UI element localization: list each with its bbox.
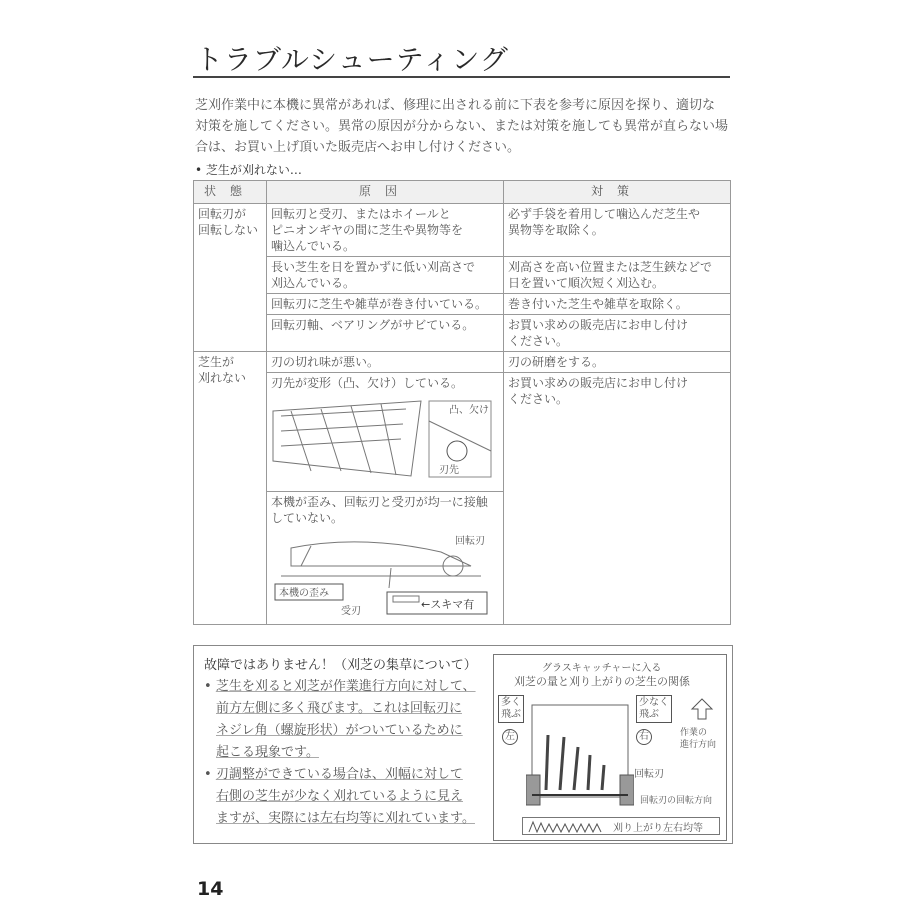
bullet-line: 芝生を刈ると刈芝が作業進行方向に対して、: [215, 679, 476, 694]
note-bullet-1: • 芝生を刈ると刈芝が作業進行方向に対して、 前方左側に多く飛びます。これは回転刃に ネジレ角（螺旋形状）がついているために 起こる現象です。: [204, 679, 476, 760]
diagram-caption-2: 刈芝の量と刈り上がりの芝生の関係: [514, 675, 690, 688]
few-label: 少なく 飛ぶ: [636, 695, 672, 723]
fix-cell: 刈高さを高い位置または芝生鋏などで 日を置いて順次短く刈込む。: [504, 257, 731, 294]
cause-text: 本機が歪み、回転刃と受刃が均一に接触 していない。: [271, 495, 488, 525]
frame-warp-illustration: [271, 526, 493, 618]
header-fix: 対策: [504, 181, 731, 204]
state-cell: 回転刃が 回転しない: [194, 204, 267, 352]
warp-label: 本機の歪み: [279, 588, 329, 599]
bedknife-label: 受刃: [341, 606, 361, 617]
result-label: 刈り上がり左右均等: [613, 823, 703, 834]
rotation-label: 回転刃の回転方向: [640, 796, 713, 806]
page-number: 14: [197, 878, 224, 900]
direction-label: 作業の 進行方向: [680, 728, 717, 750]
bullet-line: 前方左側に多く飛びます。これは回転刃に: [216, 701, 462, 716]
edge-label: 刃先: [439, 465, 459, 476]
fix-cell: 必ず手袋を着用して噛込んだ芝生や 異物等を取除く。: [504, 204, 731, 257]
cause-cell-with-figure: [267, 492, 504, 625]
cause-cell: 長い芝生を日を置かずに低い刈高さで 刈込んでいる。: [267, 257, 504, 294]
clipping-diagram: [493, 654, 727, 841]
cause-cell: 回転刃と受刃、またはホイールと ピニオンギヤの間に芝生や異物等を 噛込んでいる。: [267, 204, 504, 257]
note-heading: 故障ではありません！（刈芝の集草について）: [204, 658, 477, 673]
diagram-caption-1: グラスキャッチャーに入る: [542, 663, 662, 674]
cause-cell: 刃の切れ味が悪い。: [267, 352, 504, 373]
intro-paragraph: [195, 95, 735, 158]
cause-cell: 回転刃に芝生や雑草が巻き付いている。: [267, 294, 504, 315]
fix-cell: お買い求めの販売店にお申し付け ください。: [504, 315, 731, 352]
right-label: 右: [636, 729, 652, 745]
arrow-up-icon: [690, 697, 714, 721]
bullet-line: 刃調整ができている場合は、刈幅に対して: [215, 767, 463, 782]
section-heading: • 芝生が刈れない…: [195, 163, 302, 177]
reel-label: 回転刃: [455, 536, 485, 547]
header-cause: 原因: [267, 181, 504, 204]
bullet-line: 起こる現象です。: [216, 745, 319, 760]
dent-label: 凸、欠け: [449, 405, 489, 416]
reel-label: 回転刃: [634, 769, 664, 780]
blade-deformation-illustration: [271, 391, 493, 485]
gap-label: ←スキマ有: [421, 598, 475, 611]
intro-line: 芝刈作業中に本機に異常があれば、修理に出される前に下表を参考に原因を探り、適切な: [195, 98, 716, 113]
bullet-line: ますが、実際には左右均等に刈れています。: [216, 811, 475, 826]
page-title: トラブルシューティング: [195, 43, 509, 76]
title-divider: [193, 76, 730, 78]
note-box: [193, 645, 733, 844]
fix-cell: 巻き付いた芝生や雑草を取除く。: [504, 294, 731, 315]
note-bullet-2: • 刃調整ができている場合は、刈幅に対して 右側の芝生が少なく刈れているように見え ますが、実際には左右均等に刈れています。: [204, 767, 475, 826]
state-cell: 芝生が 刈れない: [194, 352, 267, 625]
left-label: 左: [502, 729, 518, 745]
fix-cell: お買い求めの販売店にお申し付け ください。: [504, 373, 731, 625]
bullet-line: ネジレ角（螺旋形状）がついているために: [216, 723, 463, 738]
mower-top-view-illustration: [526, 695, 634, 807]
grass-icon: [527, 819, 605, 833]
result-strip: [522, 817, 720, 835]
many-label: 多く 飛ぶ: [498, 695, 524, 723]
bullet-line: 右側の芝生が少なく刈れているように見え: [216, 789, 464, 804]
fix-cell: 刃の研磨をする。: [504, 352, 731, 373]
header-state: 状態: [194, 181, 267, 204]
cause-cell-with-figure: [267, 373, 504, 492]
intro-line: 合は、お買い上げ頂いた販売店へお申し付けください。: [195, 140, 521, 155]
intro-line: 対策を施してください。異常の原因が分からない、または対策を施しても異常が直らない場: [195, 119, 729, 134]
troubleshooting-table: [193, 180, 731, 625]
cause-text: 刃先が変形（凸、欠け）している。: [271, 376, 464, 390]
cause-cell: 回転刃軸、ベアリングがサビている。: [267, 315, 504, 352]
